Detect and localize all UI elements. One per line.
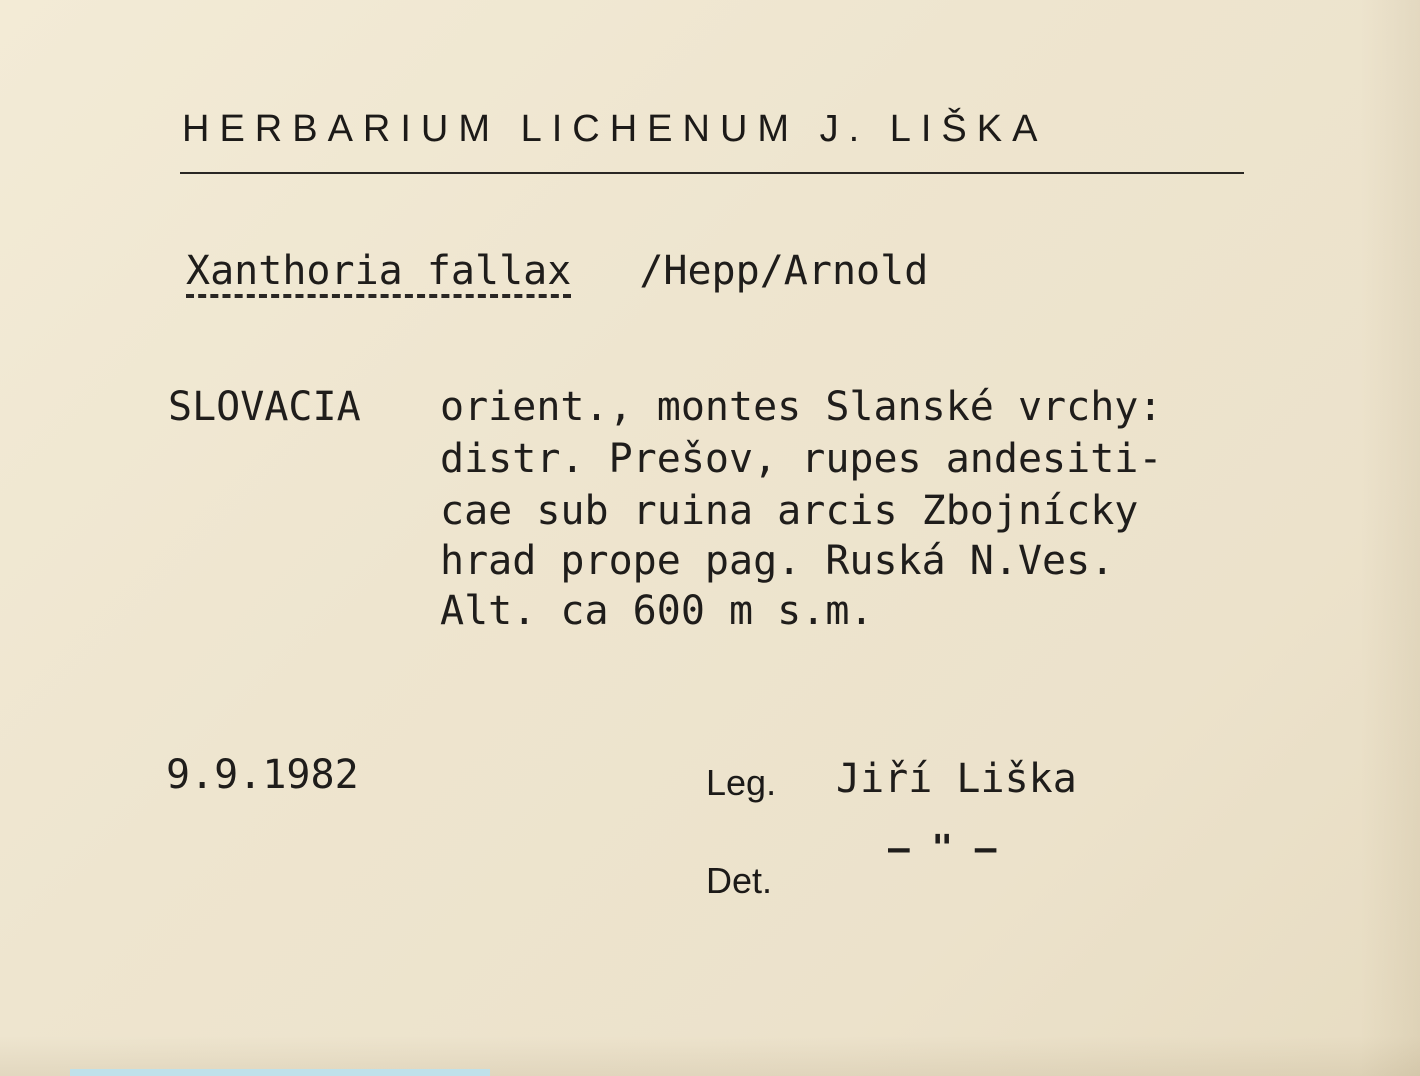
locality-line: Alt. ca 600 m s.m. [440,588,874,634]
locality-line: hrad prope pag. Ruská N.Ves. [440,538,1115,584]
locality-line: orient., montes Slanské vrchy: [440,384,1163,430]
leg-label: Leg. [706,762,777,803]
species-line [186,248,928,298]
locality-line: cae sub ruina arcis Zbojnícky [440,488,1139,534]
species-author: /Hepp/Arnold [639,248,929,294]
collector-name: Jiří Liška [836,756,1077,802]
determiner-ditto: – " – [888,828,997,869]
species-name: Xanthoria fallax [186,250,571,298]
collection-date: 9.9.1982 [166,752,359,798]
header-divider [180,172,1244,174]
det-label: Det. [706,860,773,901]
country-name: SLOVACIA [168,384,361,430]
locality-line: distr. Prešov, rupes andesiti- [440,436,1163,482]
backing-strip [70,1069,490,1076]
paper-edge-shading [1360,0,1420,1076]
herbarium-header: HERBARIUM LICHENUM J. LIŠKA [182,108,1048,150]
